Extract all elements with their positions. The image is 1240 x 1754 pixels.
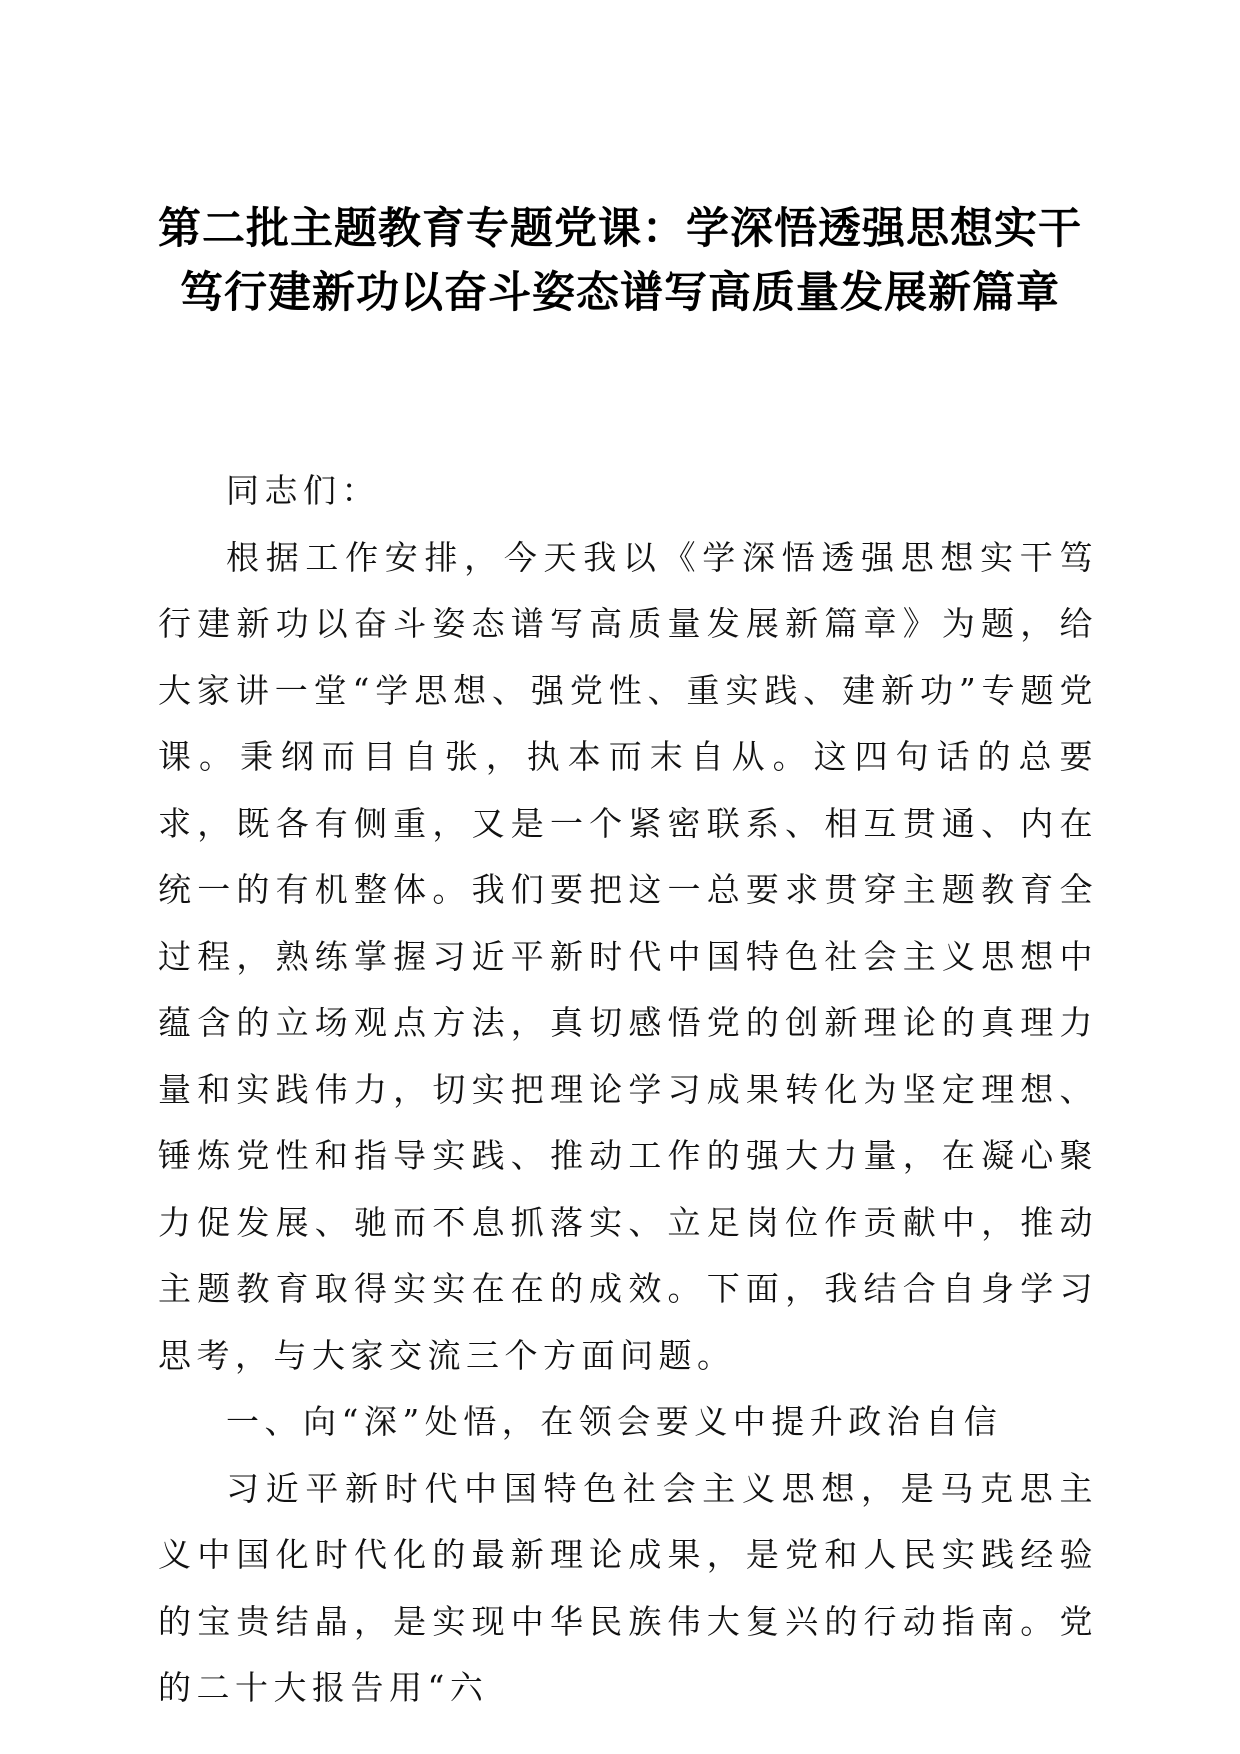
- document-title: 第二批主题教育专题党课：学深悟透强思想实干笃行建新功以奋斗姿态谱写高质量发展新篇章: [158, 204, 1082, 318]
- salutation: 同志们：: [226, 471, 380, 510]
- paragraph-section-1: 习近平新时代中国特色社会主义思想，是马克思主义中国化时代化的最新理论成果，是党和人民实践经验的宝贵结晶，是实现中华民族伟大复兴的行动指南。党的二十大报告用“六: [158, 1468, 1098, 1707]
- paragraph-intro: 根据工作安排，今天我以《学深悟透强思想实干笃行建新功以奋斗姿态谱写高质量发展新篇章》为题，给大家讲一堂“学思想、强党性、重实践、建新功”专题党课。秉纲而目自张，执本而末自从。这四句话的总要求，既各有侧重，又是一个紧密联系、相互贯通、内在统一的有机整体。我们要把这一总要求贯穿主题教育全过程，熟练掌握习近平新时代中国特色社会主义思想中蕴含的立场观点方法，真切感悟党的创新理论的真理力量和实践伟力，切实把理论学习成果转化为坚定理想、锤炼党性和指导实践、推动工作的强大力量，在凝心聚力促发展、驰而不息抓落实、立足岗位作贡献中，推动主题教育取得实实在在的成效。下面，我结合自身学习思考，与大家交流三个方面问题。: [158, 537, 1098, 1375]
- section-heading-1: 一、向“深”处悟，在领会要义中提升政治自信: [226, 1402, 1003, 1441]
- document-body: [158, 458, 1098, 1722]
